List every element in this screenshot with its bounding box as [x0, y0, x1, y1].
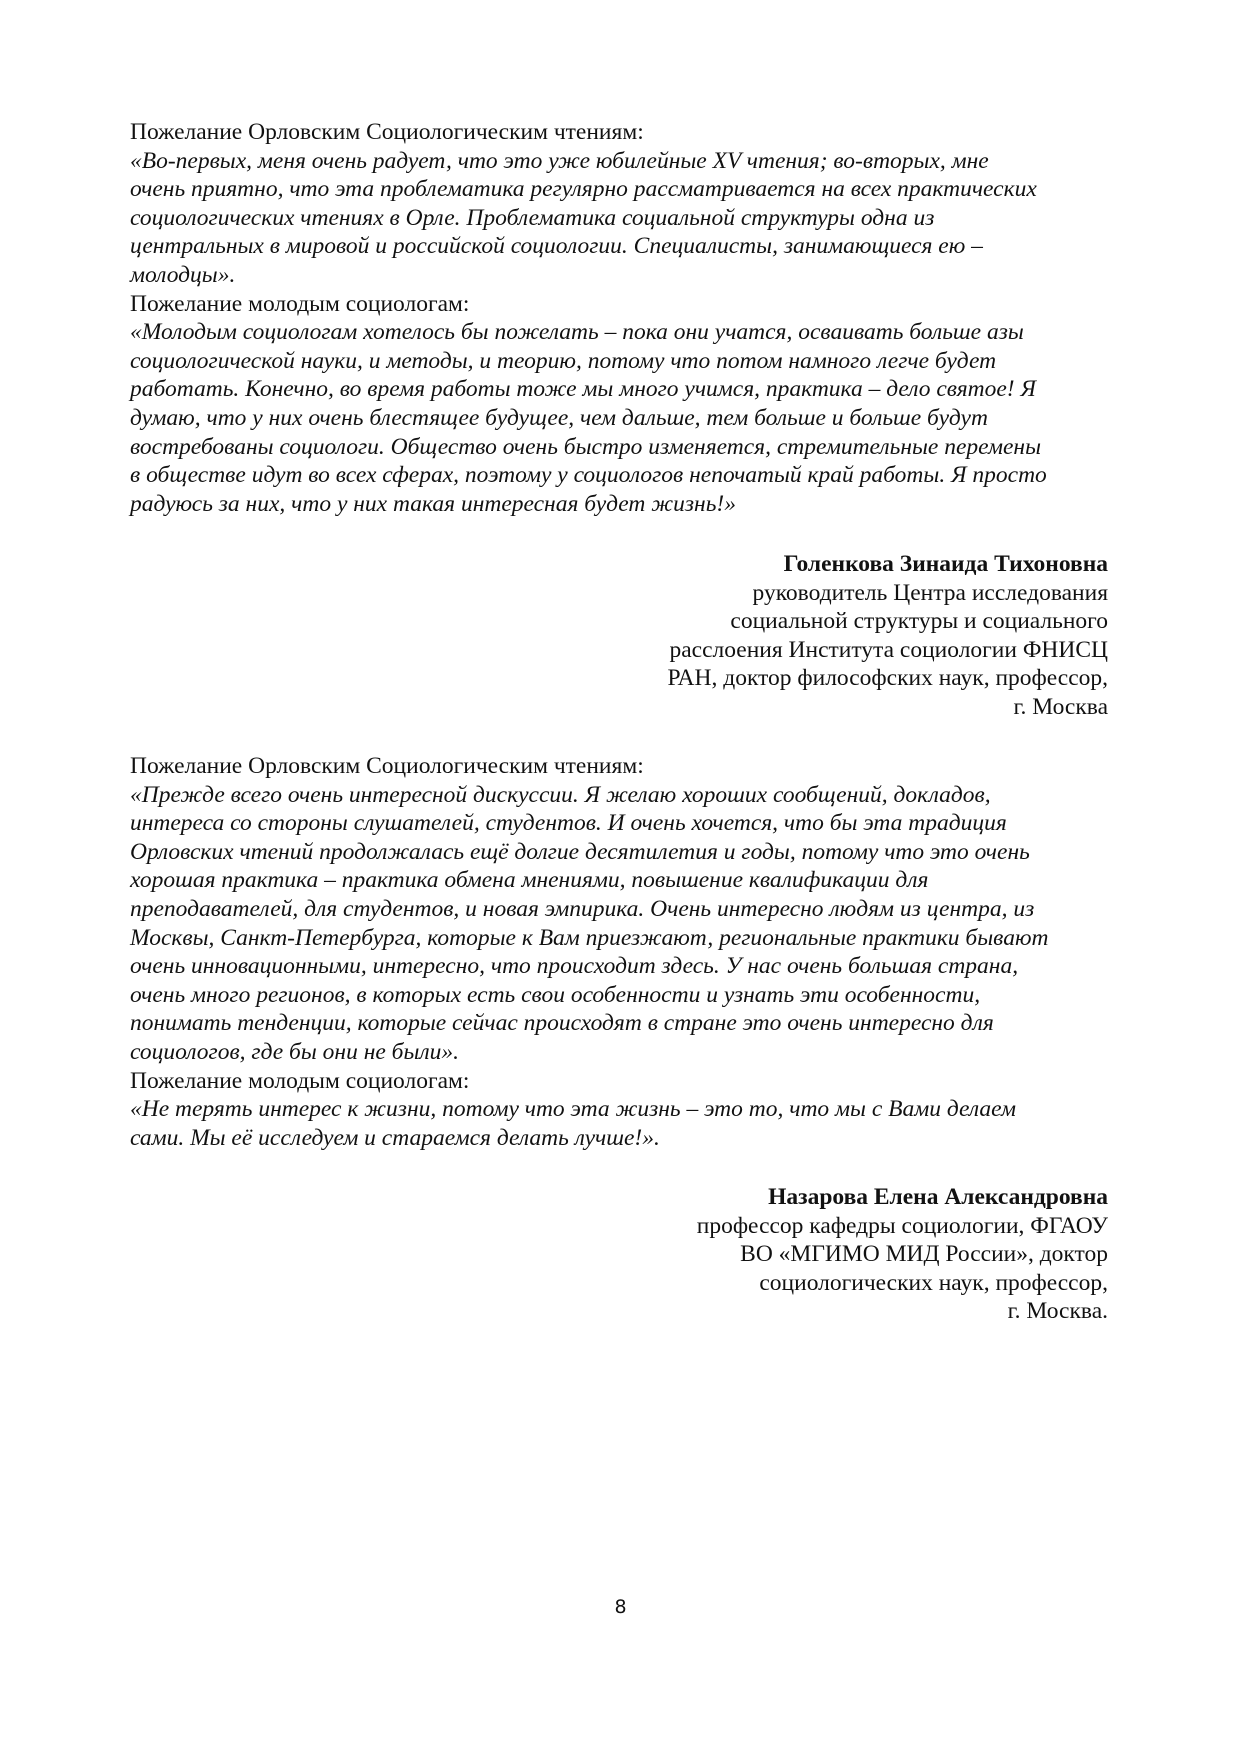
section-1-text — [130, 118, 1120, 518]
quote-line: Москвы, Санкт-Петербурга, которые к Вам приезжают, региональные практики бывают — [130, 924, 1049, 951]
quote-line: «Прежде всего очень интересной дискуссии. Я желаю хороших сообщений, докладов, — [130, 781, 991, 808]
page-number: 8 — [614, 1596, 627, 1618]
quote-line: востребованы социологи. Общество очень быстро изменяется, стремительные перемены — [130, 433, 1041, 460]
quote-line: думаю, что у них очень блестящее будущее, чем дальше, тем больше и больше будут — [130, 404, 988, 431]
quote-line: понимать тенденции, которые сейчас происходят в стране это очень интересно для — [130, 1010, 994, 1037]
quote-line: социологических чтениях в Орле. Проблематика социальной структуры одна из — [130, 204, 935, 231]
section-1-signature — [667, 550, 1108, 722]
quote-line: очень приятно, что эта проблематика регулярно рассматривается на всех практических — [130, 176, 1037, 203]
section-2-heading-young: Пожелание молодым социологам: — [130, 1067, 470, 1094]
quote-line: «Во-первых, меня очень радует, что это уже юбилейные XV чтения; во-вторых, мне — [130, 147, 989, 174]
quote-line: очень инновационными, интересно, что происходит здесь. У нас очень большая страна, — [130, 953, 1019, 980]
author-title-line: г. Москва. — [1007, 1298, 1108, 1325]
author-title-line: социальной структуры и социального — [730, 608, 1108, 635]
quote-line: очень много регионов, в которых есть свои особенности и узнать эти особенности, — [130, 981, 981, 1008]
author-title-line: РАН, доктор философских наук, профессор, — [667, 665, 1108, 692]
quote-line: Орловских чтений продолжалась ещё долгие десятилетия и годы, потому что это очень — [130, 838, 1030, 865]
section-1-heading-festival: Пожелание Орловским Социологическим чтениям: — [130, 119, 644, 145]
quote-line: в обществе идут во всех сферах, поэтому у социологов непочатый край работы. Я просто — [130, 462, 1047, 489]
author-title-line: социологических наук, профессор, — [759, 1269, 1108, 1296]
section-2-signature — [697, 1183, 1108, 1326]
section-2-text — [130, 752, 1120, 1152]
quote-line: преподавателей, для студентов, и новая эмпирика. Очень интересно людям из центра, из — [130, 895, 1035, 922]
quote-line: социологов, где бы они не были». — [130, 1038, 460, 1065]
author-title-line: расслоения Института социологии ФНИСЦ — [669, 636, 1108, 663]
author-title-line: профессор кафедры социологии, ФГАОУ — [696, 1212, 1108, 1239]
quote-line: хорошая практика – практика обмена мнениями, повышение квалификации для — [130, 867, 929, 894]
quote-line: работать. Конечно, во время работы тоже мы много учимся, практика – дело святое! Я — [130, 376, 1036, 403]
section-2-heading-festival: Пожелание Орловским Социологическим чтениям: — [130, 753, 644, 779]
quote-line: «Не терять интерес к жизни, потому что эта жизнь – это то, что мы с Вами делаем — [130, 1096, 1017, 1123]
quote-line: «Молодым социологам хотелось бы пожелать – пока они учатся, осваивать больше азы — [130, 319, 1024, 346]
quote-line: молодцы». — [130, 261, 236, 288]
author-name: Назарова Елена Александровна — [768, 1184, 1108, 1210]
quote-line: радуюсь за них, что у них такая интересная будет жизнь!» — [130, 490, 736, 517]
quote-line: интереса со стороны слушателей, студентов. И очень хочется, что бы эта традиция — [130, 810, 1007, 837]
author-title-line: руководитель Центра исследования — [752, 579, 1108, 606]
author-title-line: г. Москва — [1013, 693, 1108, 720]
quote-line: центральных в мировой и российской социологии. Специалисты, занимающиеся ею – — [130, 233, 983, 260]
author-title-line: ВО «МГИМО МИД России», доктор — [740, 1241, 1108, 1268]
section-1-heading-young: Пожелание молодым социологам: — [130, 290, 470, 317]
author-name: Голенкова Зинаида Тихоновна — [783, 551, 1108, 577]
quote-line: социологической науки, и методы, и теорию, потому что потом намного легче будет — [130, 347, 997, 374]
quote-line: сами. Мы её исследуем и стараемся делать лучше!». — [130, 1124, 660, 1151]
